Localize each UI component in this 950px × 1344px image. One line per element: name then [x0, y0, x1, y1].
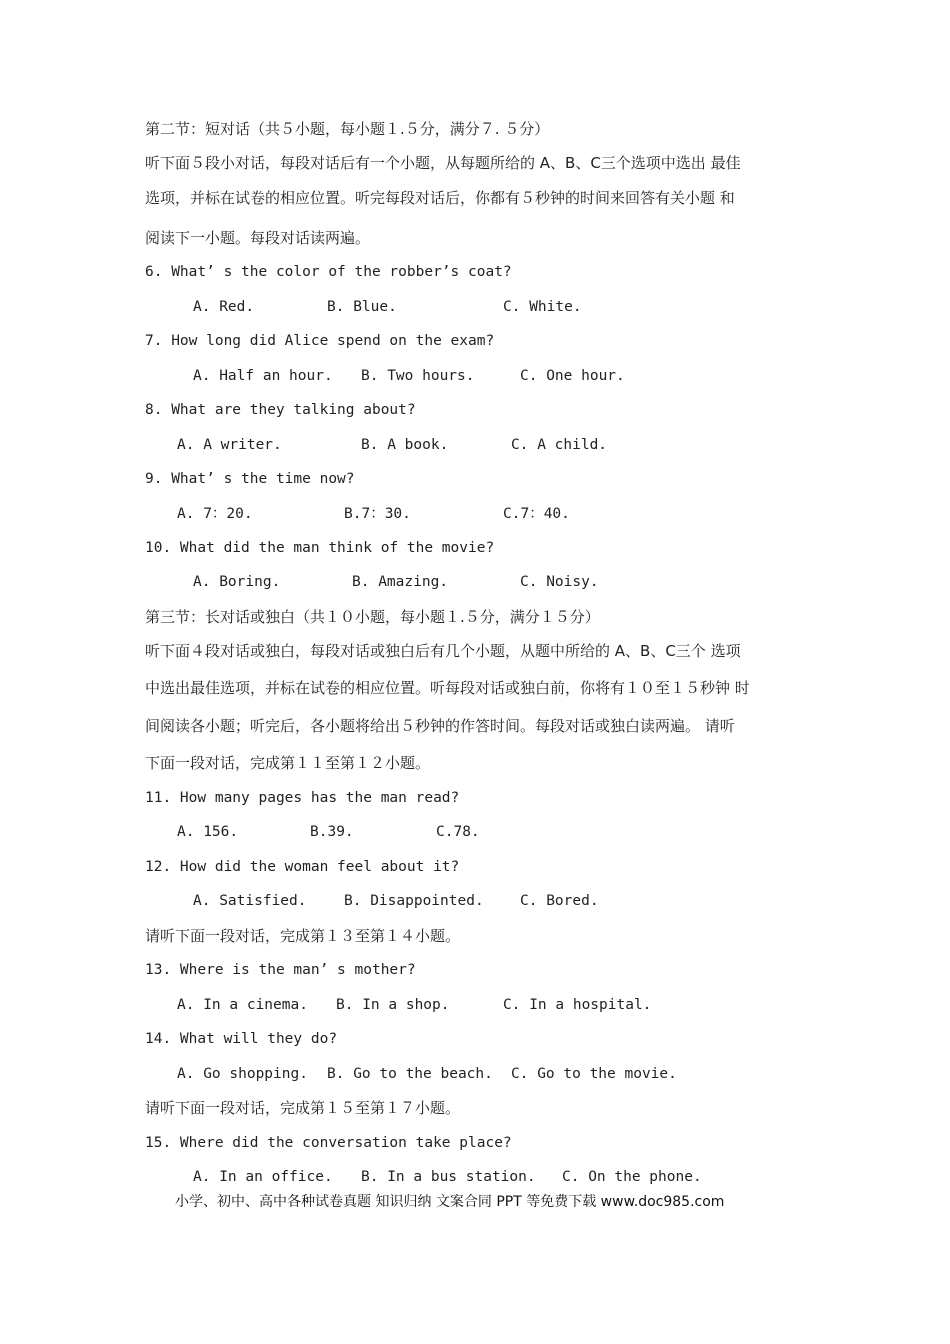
question-13-stem: 13. Where is the man’ s mother?	[145, 962, 416, 978]
question-11-option-c: C.78.	[436, 824, 480, 840]
section2-title: 第二节：短对话（共５小题，每小题１.５分，满分７. ５分）	[145, 120, 550, 138]
question-8-option-c: C. A child.	[511, 437, 608, 453]
question-6-option-c: C. White.	[503, 299, 582, 315]
question-9-option-b: B.7：30.	[344, 506, 411, 522]
question-10-option-b: B. Amazing.	[352, 574, 449, 590]
section3-instruction-line-3: 间阅读各小题；听完后，各小题将给出５秒钟的作答时间。每段对话或独白读两遍。 请听	[145, 717, 735, 735]
section2-instruction-line-1: 听下面５段小对话，每段对话后有一个小题，从每题所给的 A、B、C三个选项中选出 最佳	[145, 154, 741, 172]
question-7-option-c: C. One hour.	[520, 368, 625, 384]
question-9-option-c: C.7：40.	[503, 506, 570, 522]
question-14-stem: 14. What will they do?	[145, 1031, 338, 1047]
question-10-stem: 10. What did the man think of the movie?	[145, 540, 495, 556]
question-15-stem: 15. Where did the conversation take place?	[145, 1135, 512, 1151]
question-12-option-a: A. Satisfied.	[193, 893, 307, 909]
section3-title: 第三节：长对话或独白（共１０小题，每小题１.５分，满分１５分）	[145, 608, 600, 626]
question-11-stem: 11. How many pages has the man read?	[145, 790, 460, 806]
question-13-option-c: C. In a hospital.	[503, 997, 652, 1013]
question-10-option-a: A. Boring.	[193, 574, 281, 590]
question-13-option-b: B. In a shop.	[336, 997, 450, 1013]
section2-instruction-line-3: 阅读下一小题。每段对话读两遍。	[145, 229, 371, 247]
question-14-option-a: A. Go shopping.	[177, 1066, 308, 1082]
question-6-stem: 6. What’ s the color of the robber’s coat?	[145, 264, 512, 280]
question-15-option-b: B. In a bus station.	[361, 1169, 536, 1185]
section3-instruction-line-1: 听下面４段对话或独白，每段对话或独白后有几个小题，从题中所给的 A、B、C三个 选项	[145, 642, 741, 660]
footer-watermark-text: 小学、初中、高中各种试卷真题 知识归纳 文案合同 PPT 等免费下载 www.doc985.com	[175, 1194, 725, 1210]
question-8-stem: 8. What are they talking about?	[145, 402, 416, 418]
group-13-14-instruction: 请听下面一段对话，完成第１３至第１４小题。	[145, 927, 461, 945]
question-12-stem: 12. How did the woman feel about it?	[145, 859, 460, 875]
question-9-stem: 9. What’ s the time now?	[145, 471, 355, 487]
question-8-option-a: A. A writer.	[177, 437, 282, 453]
question-7-option-b: B. Two hours.	[361, 368, 475, 384]
question-7-stem: 7. How long did Alice spend on the exam?	[145, 333, 495, 349]
question-10-option-c: C. Noisy.	[520, 574, 599, 590]
group-15-17-instruction: 请听下面一段对话，完成第１５至第１７小题。	[145, 1099, 461, 1117]
question-9-option-a: A. 7：20.	[177, 506, 253, 522]
question-13-option-a: A. In a cinema.	[177, 997, 308, 1013]
question-12-option-b: B. Disappointed.	[344, 893, 484, 909]
question-6-option-a: A. Red.	[193, 299, 255, 315]
section2-instruction-line-2: 选项，并标在试卷的相应位置。听完每段对话后，你都有５秒钟的时间来回答有关小题 和	[145, 189, 735, 207]
question-15-option-a: A. In an office.	[193, 1169, 333, 1185]
section3-instruction-line-2: 中选出最佳选项，并标在试卷的相应位置。听每段对话或独白前，你将有１０至１５秒钟 时	[145, 679, 750, 697]
question-11-option-a: A. 156.	[177, 824, 239, 840]
question-11-option-b: B.39.	[310, 824, 354, 840]
question-7-option-a: A. Half an hour.	[193, 368, 333, 384]
question-14-option-b: B. Go to the beach.	[327, 1066, 493, 1082]
question-12-option-c: C. Bored.	[520, 893, 599, 909]
question-14-option-c: C. Go to the movie.	[511, 1066, 677, 1082]
question-8-option-b: B. A book.	[361, 437, 449, 453]
question-15-option-c: C. On the phone.	[562, 1169, 702, 1185]
question-6-option-b: B. Blue.	[327, 299, 397, 315]
section3-instruction-line-4: 下面一段对话，完成第１１至第１２小题。	[145, 754, 431, 772]
